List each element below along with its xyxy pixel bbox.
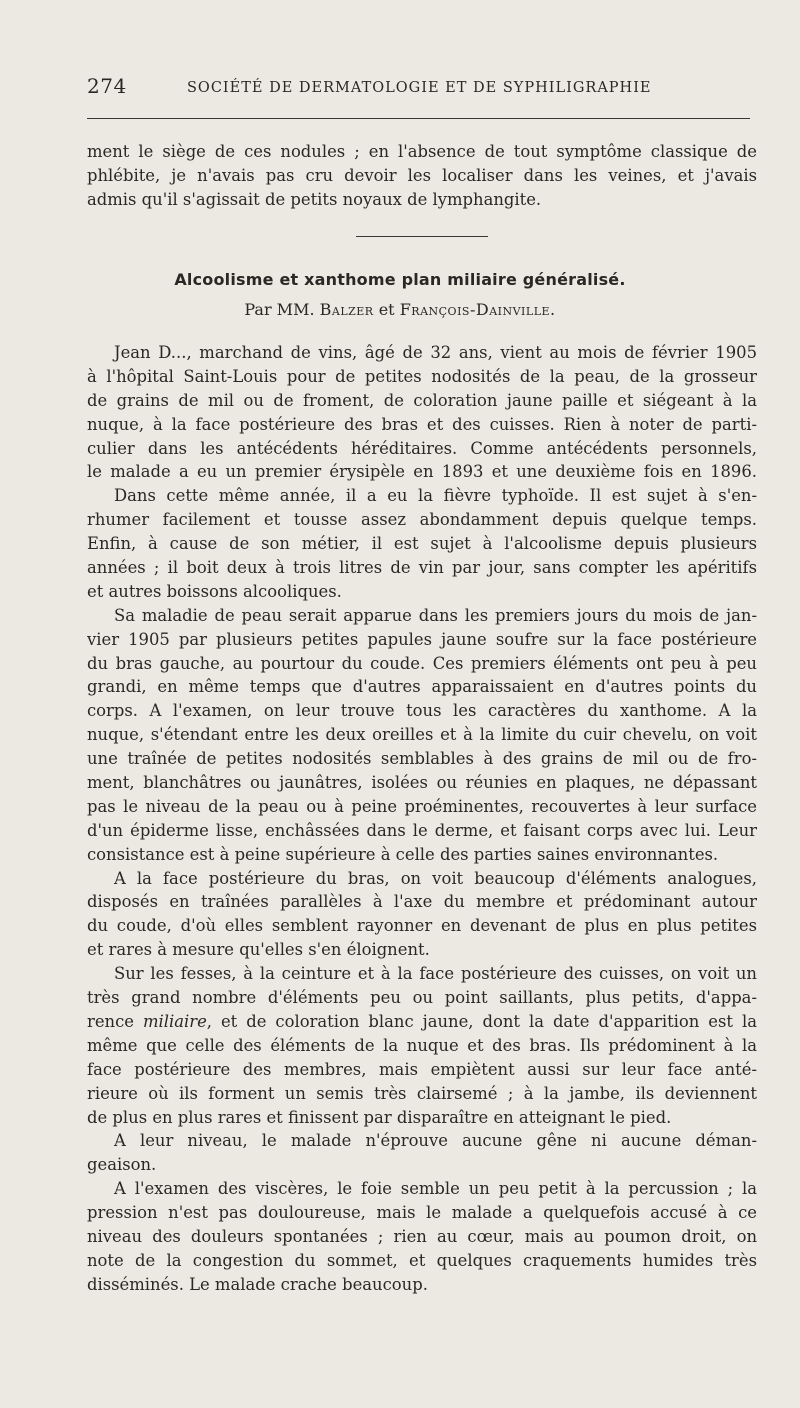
text-line: nuque, s'étendant entre les deux oreilles et à la limite du cuir chevelu, on voit — [87, 725, 757, 745]
text-line: note de la congestion du sommet, et quelques craquements humides très — [87, 1250, 757, 1270]
text-line: A l'examen des viscères, le foie semble un peu petit à la percussion ; la — [114, 1179, 757, 1199]
text-line: niveau des douleurs spontanées ; rien au cœur, mais au poumon droit, on — [87, 1226, 757, 1246]
text-line: du bras gauche, au pourtour du coude. Ces premiers éléments ont peu à peu — [87, 653, 757, 673]
text-line: à l'hôpital Saint-Louis pour de petites nodosités de la peau, de la grosseur — [87, 366, 757, 386]
text-line: pas le niveau de la peau ou à peine proéminentes, recouvertes à leur surface — [87, 796, 757, 816]
text-line: du coude, d'où elles semblent rayonner en devenant de plus en plus petites — [87, 916, 757, 936]
header-rule — [87, 118, 750, 119]
text-line: consistance est à peine supérieure à celle des parties saines environnantes. — [87, 844, 719, 864]
text-line: ment, blanchâtres ou jaunâtres, isolées ou réunies en plaques, ne dépassant — [87, 773, 757, 793]
text-line: A leur niveau, le malade n'éprouve aucune gêne ni aucune déman- — [114, 1131, 757, 1151]
text-line: face postérieure des membres, mais empiètent aussi sur leur face anté- — [87, 1059, 757, 1079]
text-line: geaison. — [87, 1155, 157, 1175]
text-line: phlébite, je n'avais pas cru devoir les localiser dans les veines, et j'avais — [87, 165, 757, 185]
text-line: pression n'est pas douloureuse, mais le malade a quelquefois accusé à ce — [87, 1203, 757, 1223]
intro-paragraph — [87, 140, 757, 212]
text-line: Jean D..., marchand de vins, âgé de 32 ans, vient au mois de février 1905 — [114, 343, 757, 362]
text-line: nuque, à la face postérieure des bras et des cuisses. Rien à noter de parti- — [87, 414, 757, 434]
text-line: Enfin, à cause de son métier, il est sujet à l'alcoolisme depuis plusieurs — [87, 534, 757, 554]
byline-prefix: Par MM. — [244, 300, 315, 319]
text-line: années ; il boit deux à trois litres de vin par jour, sans compter les apéritifs — [87, 558, 757, 578]
text-line: de grains de mil ou de froment, de coloration jaune paille et siégeant à la — [87, 390, 757, 410]
text-line: rence miliaire, et de coloration blanc jaune, dont la date d'apparition est la — [87, 1011, 757, 1031]
text-line: rhumer facilement et tousse assez abondamment depuis quelque temps. — [87, 510, 757, 530]
text-line: même que celle des éléments de la nuque et des bras. Ils prédominent à la — [87, 1035, 757, 1055]
text-line: de plus en plus rares et finissent par disparaître en atteignant le pied. — [87, 1107, 672, 1127]
author-name: François-Dainville. — [399, 300, 556, 319]
author-name: Balzer — [319, 300, 374, 319]
italic-term: miliaire — [142, 1011, 207, 1031]
text-line: vier 1905 par plusieurs petites papules jaune soufre sur la face postérieure — [87, 629, 757, 649]
text-line: ment le siège de ces nodules ; en l'absence de tout symptôme classique de — [87, 142, 757, 161]
text-line: très grand nombre d'éléments peu ou point saillants, plus petits, d'appa- — [87, 988, 757, 1008]
text-line: disposés en traînées parallèles à l'axe du membre et prédominant autour — [87, 892, 757, 912]
article-body — [87, 341, 757, 1297]
journal-title: SOCIÉTÉ DE DERMATOLOGIE ET DE SYPHILIGRAPHIE — [187, 80, 652, 96]
text-line: d'un épiderme lisse, enchâssées dans le derme, et faisant corps avec lui. Leur — [87, 820, 757, 840]
text-line: corps. A l'examen, on leur trouve tous les caractères du xanthome. A la — [87, 701, 757, 721]
text-line: Sur les fesses, à la ceinture et à la face postérieure des cuisses, on voit un — [114, 964, 757, 984]
text-line: A la face postérieure du bras, on voit beaucoup d'éléments analogues, — [114, 868, 757, 888]
text-line: culier dans les antécédents héréditaires. Comme antécédents personnels, — [87, 438, 757, 458]
article-title: Alcoolisme et xanthome plan miliaire généralisé. — [174, 270, 626, 289]
text-line: rieure où ils forment un semis très clairsemé ; à la jambe, ils deviennent — [87, 1083, 757, 1103]
byline — [0, 300, 800, 319]
text-line: Sa maladie de peau serait apparue dans les premiers jours du mois de jan- — [114, 605, 757, 625]
text-line: une traînée de petites nodosités semblables à des grains de mil ou de fro- — [87, 749, 757, 769]
page-number: 274 — [87, 74, 127, 98]
text-line: et autres boissons alcooliques. — [87, 581, 342, 601]
text-line: grandi, en même temps que d'autres apparaissaient en d'autres points du — [87, 677, 757, 697]
byline-joiner: et — [378, 300, 395, 319]
text-line: disséminés. Le malade crache beaucoup. — [87, 1274, 428, 1294]
text-line: admis qu'il s'agissait de petits noyaux de lymphangite. — [87, 189, 542, 209]
section-separator — [356, 236, 488, 237]
text-line: Dans cette même année, il a eu la fièvre typhoïde. Il est sujet à s'en- — [114, 486, 757, 506]
text-line: le malade a eu un premier érysipèle en 1893 et une deuxième fois en 1896. — [87, 462, 757, 482]
text-line: et rares à mesure qu'elles s'en éloignent. — [87, 940, 430, 960]
running-head — [87, 74, 757, 104]
